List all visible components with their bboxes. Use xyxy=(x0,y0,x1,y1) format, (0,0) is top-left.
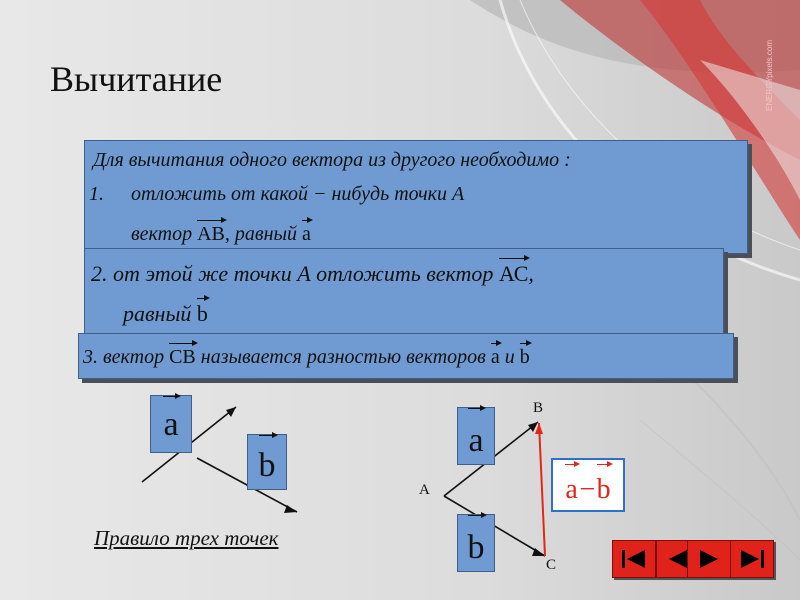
first-slide-button[interactable] xyxy=(612,540,656,578)
diff-minus: − xyxy=(577,474,597,505)
last-icon xyxy=(731,541,773,577)
slide-title: Вычитание xyxy=(50,59,223,99)
vector-b-symbol: b xyxy=(468,515,485,581)
step3-prefix: вектор xyxy=(103,346,165,368)
first-icon xyxy=(613,541,655,577)
vector-b-label: b xyxy=(519,346,530,368)
step3-conj: и xyxy=(504,346,515,368)
step1-text: отложить от какой − нибудь точки А xyxy=(131,183,465,205)
next-slide-button[interactable] xyxy=(687,540,731,578)
step2-text: от этой же точки А отложить вектор xyxy=(113,261,494,286)
vector-ab-label: АВ xyxy=(197,223,225,245)
intro-text: Для вычитания одного вектора из другого необходимо : xyxy=(93,149,571,171)
step1-line2-prefix: вектор xyxy=(131,223,193,245)
vector-a-box-right xyxy=(457,407,495,465)
next-icon xyxy=(688,541,730,577)
vector-a-symbol: a xyxy=(468,408,483,474)
vector-cb-label: СВ xyxy=(169,346,196,368)
step2-number: 2. xyxy=(91,261,108,286)
vector-a-symbol: a xyxy=(163,396,178,454)
watermark: ENERGYpixels.com xyxy=(765,40,774,111)
step2-comma: , xyxy=(528,261,534,286)
point-b-label: B xyxy=(533,400,544,416)
vector-ac-label: АС xyxy=(498,261,529,286)
point-a-label: A xyxy=(419,482,430,498)
vector-a-label: а xyxy=(490,346,500,368)
vector-a-label: а xyxy=(302,223,311,245)
point-c-label: C xyxy=(546,557,557,573)
difference-box xyxy=(551,458,625,512)
vector-b-symbol: b xyxy=(259,435,276,497)
vector-b-label: b xyxy=(196,301,208,326)
last-slide-button[interactable] xyxy=(730,540,774,578)
diff-vector-a: a xyxy=(565,460,577,520)
step2-line2-prefix: равный xyxy=(123,301,192,326)
rule-caption[interactable]: Правило трех точек xyxy=(94,526,279,550)
step1-number: 1. xyxy=(89,183,104,205)
vector-b-box-right xyxy=(457,514,495,572)
step3-number: 3. xyxy=(83,346,98,368)
diff-vector-b: b xyxy=(597,460,611,520)
step1-line2-mid: , равный xyxy=(224,223,298,245)
step3-text: называется разностью векторов xyxy=(200,346,486,368)
